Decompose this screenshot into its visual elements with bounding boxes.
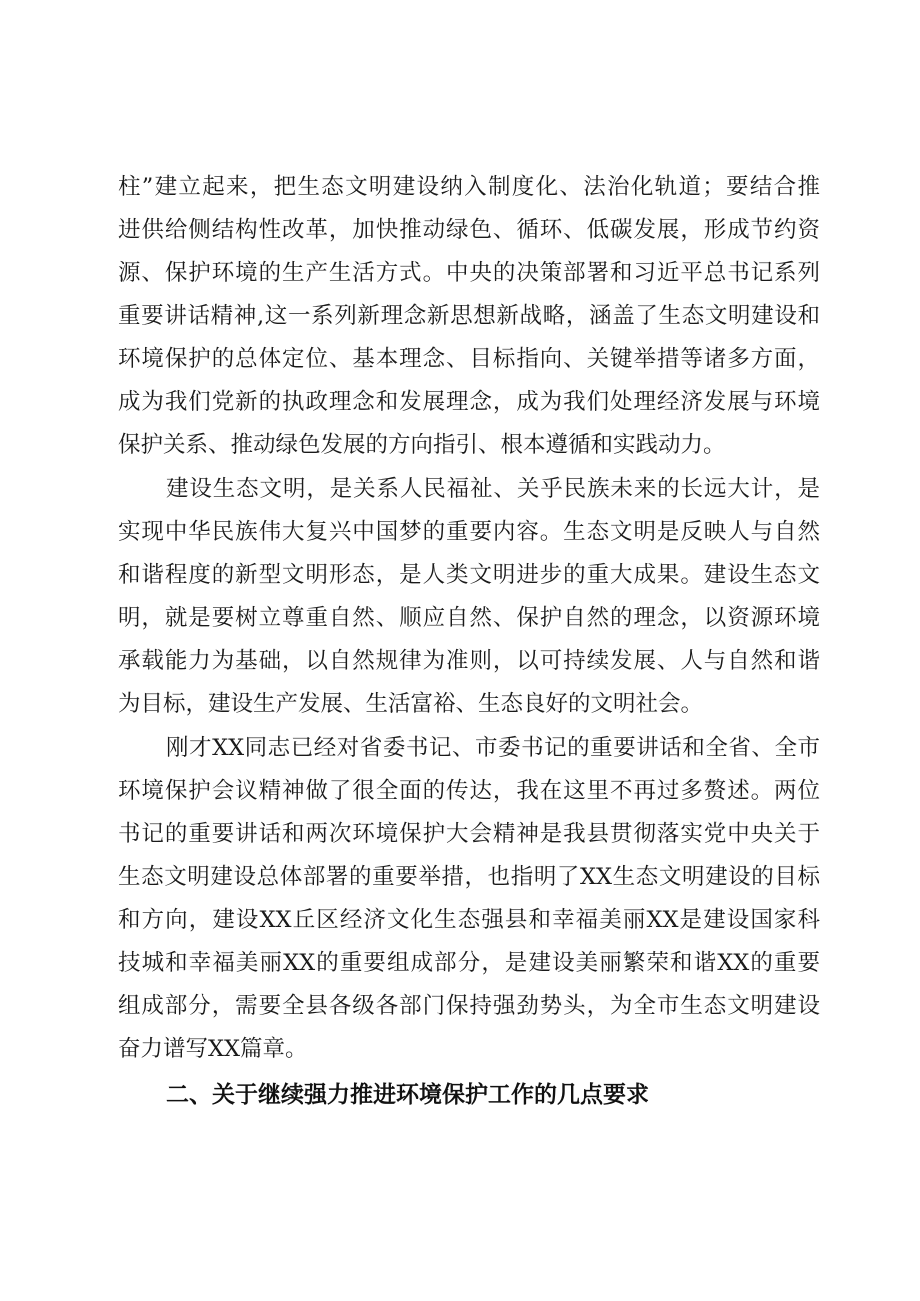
paragraph-line: 技城和幸福美丽XX的重要组成部分，是建设美丽繁荣和谐XX的重要 [118, 950, 820, 976]
paragraph-line: 重要讲话精神,这一系列新理念新思想新战略，涵盖了生态文明建设和 [118, 303, 820, 329]
paragraph-line: 保护关系、推动绿色发展的方向指引、根本遵循和实践动力。 [118, 432, 726, 458]
paragraph-line: 柱”建立起来，把生态文明建设纳入制度化、法治化轨道；要结合推 [118, 174, 820, 200]
paragraph-line: 和谐程度的新型文明形态，是人类文明进步的重大成果。建设生态文 [118, 562, 820, 588]
paragraph-line: 源、保护环境的生产生活方式。中央的决策部署和习近平总书记系列 [118, 260, 820, 286]
paragraph-line: 书记的重要讲话和两次环境保护大会精神是我县贯彻落实党中央关于 [118, 821, 820, 847]
paragraph-line: 环境保护会议精神做了很全面的传达，我在这里不再过多赘述。两位 [118, 778, 820, 804]
paragraph-line: 建设生态文明，是关系人民福祉、关乎民族未来的长远大计，是 [166, 476, 820, 502]
paragraph-line: 进供给侧结构性改革，加快推动绿色、循环、低碳发展，形成节约资 [118, 217, 820, 243]
paragraph-line: 组成部分，需要全县各级各部门保持强劲势头，为全市生态文明建设 [118, 993, 820, 1019]
paragraph-line: 刚才XX同志已经对省委书记、市委书记的重要讲话和全省、全市 [166, 735, 820, 761]
paragraph-line: 明，就是要树立尊重自然、顺应自然、保护自然的理念，以资源环境 [118, 605, 820, 631]
paragraph-line: 环境保护的总体定位、基本理念、目标指向、关键举措等诸多方面， [118, 346, 820, 372]
paragraph-line: 和方向，建设XX丘区经济文化生态强县和幸福美丽XX是建设国家科 [118, 907, 820, 933]
paragraph-line: 成为我们党新的执政理念和发展理念，成为我们处理经济发展与环境 [118, 389, 820, 415]
paragraph-line: 承载能力为基础，以自然规律为准则，以可持续发展、人与自然和谐 [118, 648, 820, 674]
paragraph-line: 实现中华民族伟大复兴中国梦的重要内容。生态文明是反映人与自然 [118, 519, 820, 545]
paragraph-line: 为目标，建设生产发展、生活富裕、生态良好的文明社会。 [118, 691, 704, 717]
section-heading: 二、关于继续强力推进环境保护工作的几点要求 [166, 1082, 649, 1108]
paragraph-line: 奋力谱写XX篇章。 [118, 1036, 308, 1062]
paragraph-line: 生态文明建设总体部署的重要举措，也指明了XX生态文明建设的目标 [118, 864, 820, 890]
